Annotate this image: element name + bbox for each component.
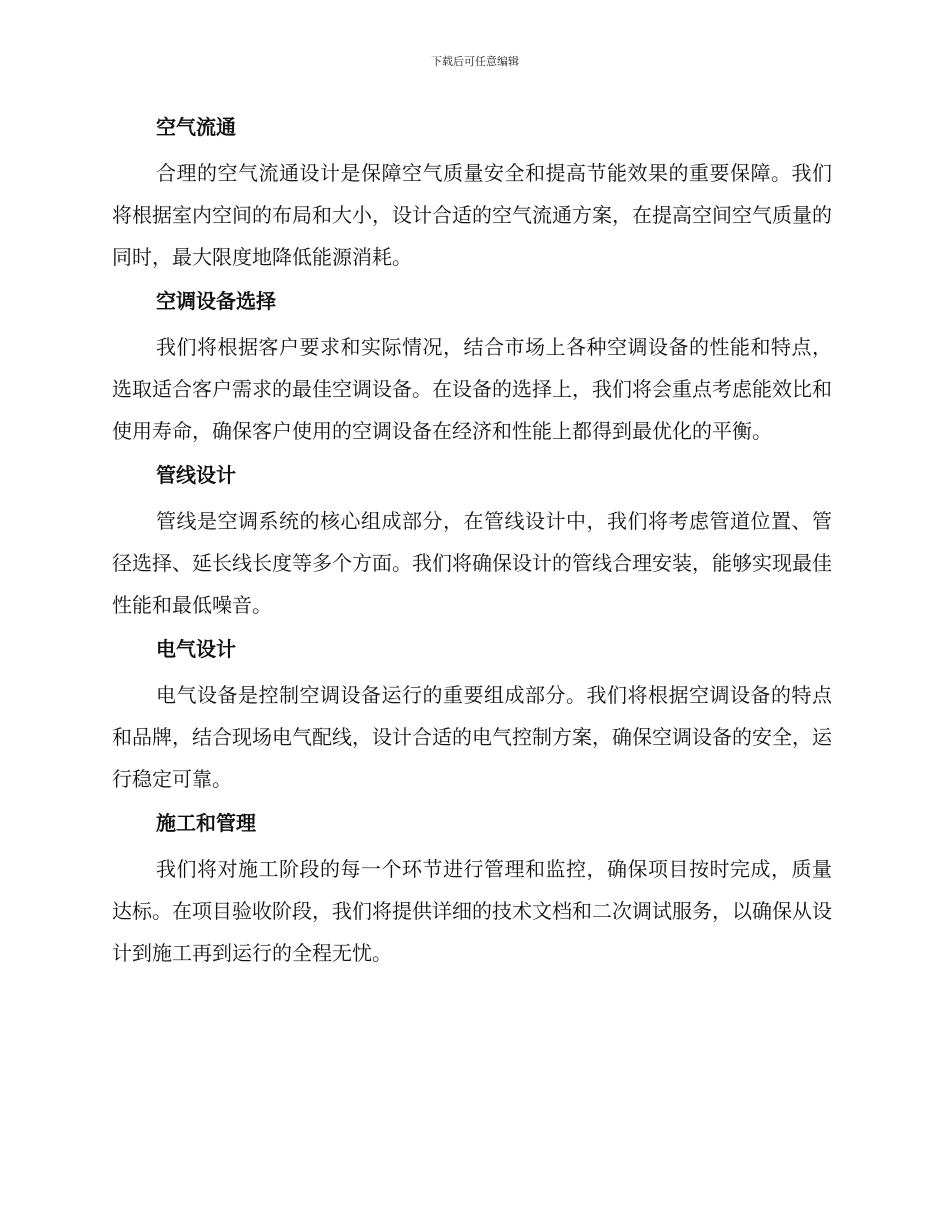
section-paragraph: 我们将根据客户要求和实际情况，结合市场上各种空调设备的性能和特点，选取适合客户需求的最佳空调设备。在设备的选择上，我们将会重点考虑能效比和使用寿命，确保客户使用的空调设备在经济和性能上都得到最优化的平衡。 [112, 335, 832, 443]
page-header-note: 下载后可任意编辑 [431, 55, 519, 68]
section-electrical-design [112, 632, 832, 800]
section-heading: 空气流通 [156, 115, 236, 139]
section-pipeline-design [112, 458, 832, 626]
section-paragraph: 合理的空气流通设计是保障空气质量安全和提高节能效果的重要保障。我们将根据室内空间的布局和大小，设计合适的空气流通方案，在提高空间空气质量的同时，最大限度地降低能源消耗。 [112, 161, 832, 269]
section-ac-equipment-selection [112, 284, 832, 452]
section-construction-management [112, 806, 832, 974]
section-heading: 空调设备选择 [156, 289, 276, 313]
section-paragraph: 我们将对施工阶段的每一个环节进行管理和监控，确保项目按时完成，质量达标。在项目验收阶段，我们将提供详细的技术文档和二次调试服务，以确保从设计到施工再到运行的全程无忧。 [112, 857, 832, 965]
section-paragraph: 电气设备是控制空调设备运行的重要组成部分。我们将根据空调设备的特点和品牌，结合现场电气配线，设计合适的电气控制方案，确保空调设备的安全，运行稳定可靠。 [112, 683, 832, 791]
document-content [112, 110, 832, 980]
section-air-circulation [112, 110, 832, 278]
section-heading: 施工和管理 [156, 811, 256, 835]
section-heading: 电气设计 [156, 637, 236, 661]
section-paragraph: 管线是空调系统的核心组成部分，在管线设计中，我们将考虑管道位置、管径选择、延长线长度等多个方面。我们将确保设计的管线合理安装，能够实现最佳性能和最低噪音。 [112, 509, 832, 617]
section-heading: 管线设计 [156, 463, 236, 487]
